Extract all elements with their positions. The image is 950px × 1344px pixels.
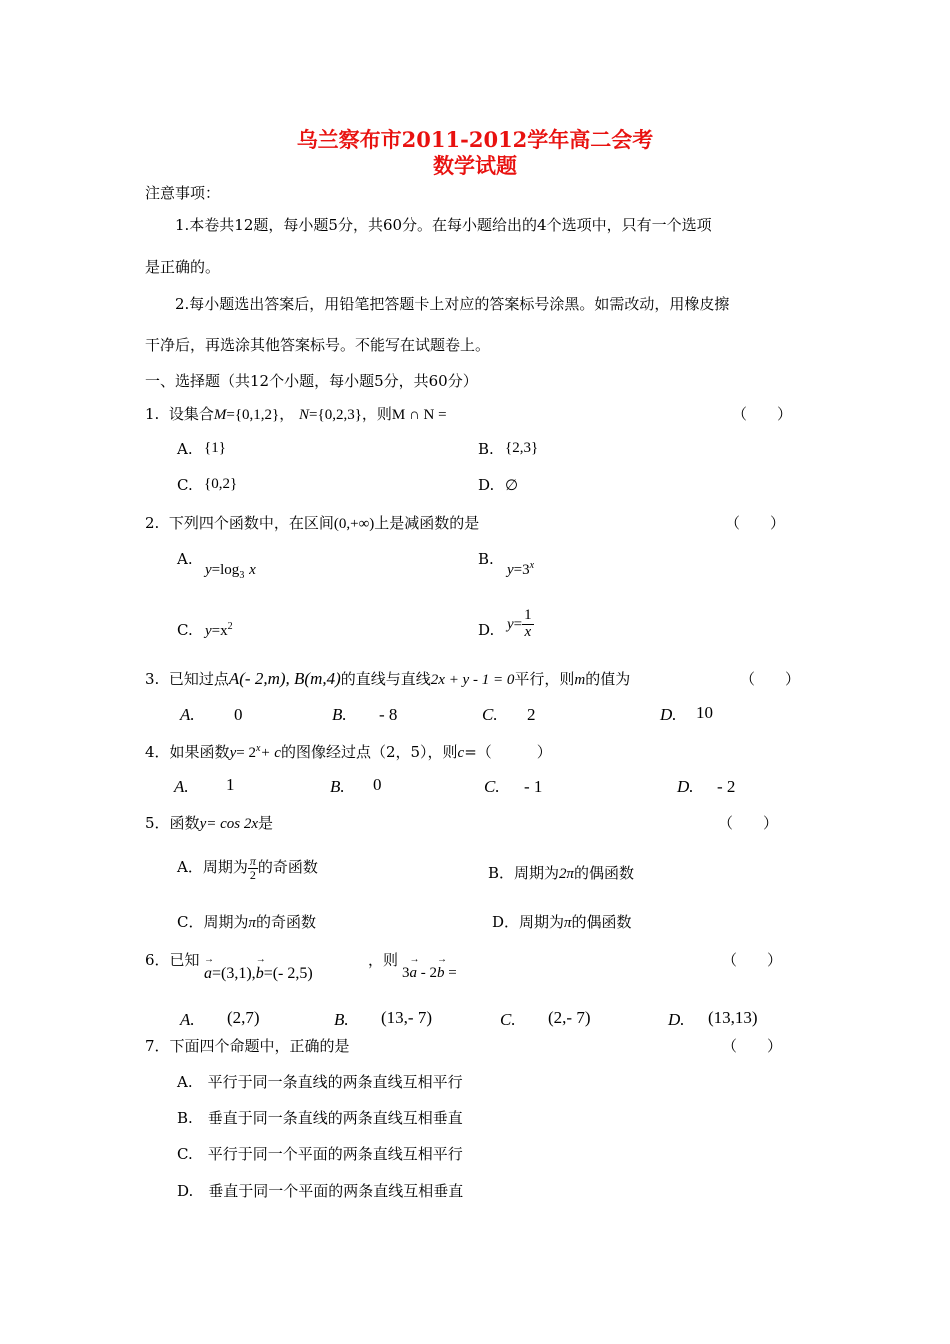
option-a (177, 855, 318, 881)
answer-paren: （ ） (722, 951, 783, 969)
question-text: 下列四个函数中，在区间 (168, 514, 334, 532)
notice-item2-line2: 干净后，再选涂其他答案标号。不能写在试题卷上。 (145, 336, 491, 354)
math-symbol: y (507, 562, 514, 578)
question-number: 7． (145, 1037, 170, 1055)
math-expr: = 2 (236, 745, 256, 761)
math-symbol: x (529, 560, 535, 571)
option-text: 的偶函数 (574, 864, 635, 882)
option-a: A. 平行于同一条直线的两条直线互相平行 (177, 1073, 463, 1091)
notice-item2-line1: 2.每小题选出答案后，用铅笔把答题卡上对应的答案标号涂黑。如需改动，用橡皮擦 (175, 295, 730, 313)
question-6-expr (402, 963, 457, 982)
option-value (507, 608, 534, 641)
option-label: D. (660, 705, 677, 724)
page-subtitle: 数学试题 (433, 153, 517, 178)
question-text: 平行，则 (514, 670, 575, 688)
option-label: A. (174, 777, 189, 796)
option-value: 0 (373, 775, 382, 794)
option-value: {1} (204, 440, 226, 456)
fraction-numerator: 1 (524, 607, 532, 623)
math-expr: M ∩ N = (391, 407, 447, 423)
math-symbol: c (457, 745, 465, 761)
vector-symbol: → b (437, 965, 445, 982)
option-b (488, 862, 634, 883)
question-3 (145, 668, 630, 689)
option-value: {0,2} (204, 476, 238, 492)
option-b: B. 垂直于同一条直线的两条直线互相垂直 (177, 1109, 463, 1127)
question-number: 5． (145, 814, 170, 832)
option-label: D. (668, 1010, 685, 1029)
math-expr: = (444, 965, 457, 981)
option-label: B. (334, 1010, 349, 1029)
fraction-numerator: π (249, 854, 256, 868)
option-label: B．周期为 (488, 864, 560, 882)
math-expr: - 2 (417, 965, 437, 981)
math-expr: 2 (227, 621, 233, 632)
math-symbol: x (255, 743, 261, 754)
math-symbol: M (213, 407, 227, 423)
option-value: - 8 (379, 705, 398, 724)
math-symbol: x (249, 562, 256, 578)
question-text: ，则 (368, 951, 399, 969)
math-expr: ={0,1,2}， (226, 407, 295, 423)
question-text: 已知过点 (168, 670, 229, 688)
option-c (177, 911, 316, 932)
option-label: C．周期为 (177, 913, 249, 931)
question-2 (145, 512, 479, 533)
math-expr: =(- 2,5) (263, 965, 313, 982)
option-value: ∅ (505, 478, 519, 494)
option-value: {2,3} (505, 440, 539, 456)
question-6-label (145, 949, 200, 970)
option-label: D. (478, 476, 495, 494)
option-label: C. (177, 476, 193, 494)
notice-item1-line1: 1.本卷共12题，每小题5分，共60分。在每小题给出的4个选项中，只有一个选项 (175, 216, 712, 234)
option-value (205, 560, 256, 581)
math-expr: 3 (402, 965, 410, 981)
section-heading: 一、选择题（共12个小题，每小题5分，共60分） (145, 372, 478, 390)
option-value: (13,13) (708, 1008, 758, 1027)
option-c: C. 平行于同一个平面的两条直线互相平行 (177, 1145, 463, 1163)
option-label: A. (177, 550, 193, 568)
math-expr: A(- 2,m), B(m,4) (228, 669, 341, 688)
question-text: 函数 (169, 814, 200, 832)
answer-paren: （ ） (732, 405, 793, 423)
answer-paren: （ ） (725, 514, 786, 532)
option-label: C. (177, 621, 193, 639)
option-d: D. 垂直于同一个平面的两条直线互相垂直 (177, 1182, 464, 1200)
math-expr: ={0,2,3}，则 (309, 407, 392, 423)
page-title: 乌兰察布市2011-2012学年高二会考 (296, 127, 654, 152)
question-5 (145, 812, 273, 833)
question-text: 的图像经过点（2，5），则 (280, 743, 458, 761)
option-d (492, 911, 632, 932)
question-text: =（ ） (464, 743, 552, 761)
question-text: 上是减函数的是 (374, 514, 480, 532)
answer-paren: （ ） (740, 670, 801, 688)
math-symbol: N (299, 407, 310, 423)
option-value: (13,- 7) (381, 1008, 432, 1027)
option-label: C. (500, 1010, 516, 1029)
math-expr: (0,+∞) (333, 516, 375, 532)
option-label: B. (478, 550, 494, 568)
question-number: 6． (145, 951, 170, 969)
math-expr: =3 (513, 562, 530, 578)
math-symbol: y (507, 616, 514, 633)
notice-heading: 注意事项： (145, 184, 221, 202)
option-value: 0 (234, 705, 243, 724)
math-expr: 3 (239, 570, 245, 581)
option-value: - 2 (717, 777, 736, 796)
question-text: 如果函数 (169, 743, 230, 761)
option-label: C. (484, 777, 500, 796)
option-label: A. (180, 705, 195, 724)
math-expr: =log (211, 562, 240, 578)
option-label: A. (180, 1010, 195, 1029)
option-value: (2,- 7) (548, 1008, 591, 1027)
question-number: 1. (145, 405, 160, 423)
option-value: 2 (527, 705, 536, 724)
math-symbol: m (574, 672, 586, 688)
option-text: 的奇函数 (256, 913, 317, 931)
question-6-vectors (204, 963, 313, 983)
question-number: 3. (145, 670, 160, 688)
option-label: D．周期为 (492, 913, 565, 931)
option-value: 10 (696, 703, 713, 722)
option-label: B. (478, 440, 494, 458)
option-value: - 1 (524, 777, 543, 796)
vector-symbol: → a (410, 965, 418, 982)
option-label: B. (332, 705, 347, 724)
option-label: A. (177, 440, 193, 458)
vector-symbol: → a (204, 965, 212, 983)
question-text: 已知 (169, 951, 200, 969)
answer-paren: （ ） (722, 1037, 783, 1055)
question-text: 是 (258, 814, 274, 832)
option-label: D. (677, 777, 694, 796)
math-symbol: y (229, 745, 237, 761)
math-symbol: y (205, 623, 212, 639)
option-value (507, 560, 534, 579)
question-number: 2. (145, 514, 160, 532)
math-expr: =(3,1), (212, 965, 256, 982)
option-label: B. (330, 777, 345, 796)
math-expr: = (513, 616, 523, 633)
question-1 (145, 403, 447, 424)
question-text: 的值为 (585, 670, 631, 688)
answer-paren: （ ） (718, 814, 779, 832)
option-label: D. (478, 621, 495, 639)
option-value: (2,7) (227, 1008, 260, 1027)
option-text: 的偶函数 (571, 913, 632, 931)
question-7 (145, 1035, 350, 1056)
question-text: 下面四个命题中，正确的是 (169, 1037, 350, 1055)
math-symbol: π (248, 915, 256, 931)
math-expr: 2x + y - 1 = 0 (430, 672, 515, 688)
option-value (205, 621, 233, 640)
math-symbol: y (205, 562, 212, 578)
fraction-denominator: 2 (249, 867, 256, 882)
question-number: 4． (145, 743, 170, 761)
notice-item1-line2: 是正确的。 (145, 258, 221, 276)
math-symbol: y (199, 816, 207, 832)
math-expr: 2π (559, 866, 575, 882)
option-label: A．周期为 (177, 858, 248, 877)
math-expr: =x (211, 623, 228, 639)
question-text: 的直线与直线 (340, 670, 431, 688)
fraction-denominator: x (524, 623, 532, 640)
vector-symbol: → b (256, 965, 264, 983)
question-text: 设集合 (168, 405, 214, 423)
math-symbol: π (564, 915, 572, 931)
option-text: 的奇函数 (257, 858, 318, 877)
math-expr: = cos 2x (206, 816, 259, 832)
option-value: 1 (226, 775, 235, 794)
option-label: C. (482, 705, 498, 724)
question-4 (145, 741, 552, 762)
math-expr: + c (260, 745, 281, 761)
